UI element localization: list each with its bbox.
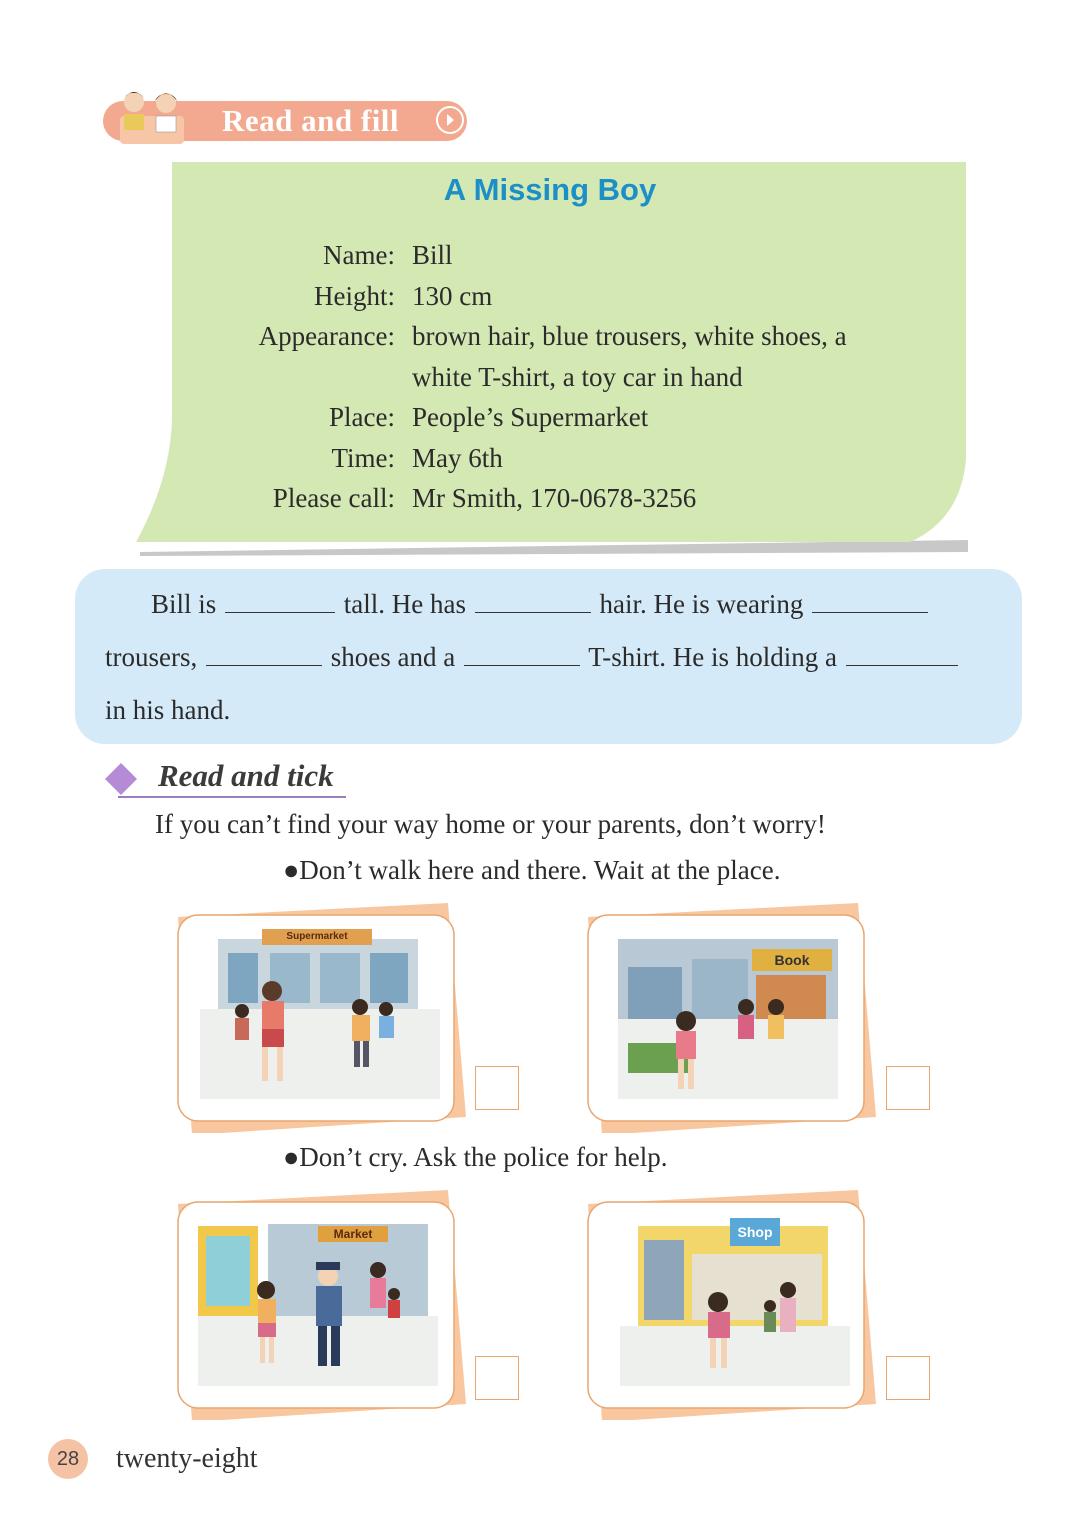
fill-text: trousers, — [105, 642, 198, 672]
blank-tshirt[interactable] — [464, 639, 580, 666]
tick-box-1[interactable] — [475, 1066, 519, 1110]
blank-object[interactable] — [846, 639, 958, 666]
notice-label: Time: — [331, 443, 395, 473]
picture-sign: Shop — [737, 1224, 773, 1240]
notice-row-appearance — [150, 316, 930, 356]
blank-hair[interactable] — [475, 586, 591, 613]
fill-text: Bill is — [151, 589, 217, 619]
tick-intro: If you can’t find your way home or your parents, don’t worry! — [155, 809, 826, 839]
chevron-right-icon — [436, 106, 464, 134]
notice-row-appearance-cont — [150, 357, 930, 397]
tick-bullet-1: ●Don’t walk here and there. Wait at the place. — [283, 855, 781, 885]
notice-value: Bill — [412, 240, 453, 270]
page-number: 28 — [48, 1439, 88, 1479]
notice-label: Name: — [323, 240, 395, 270]
tick-box-3[interactable] — [475, 1356, 519, 1400]
page-number-word: twenty-eight — [116, 1443, 258, 1474]
notice-row-place — [150, 397, 930, 437]
notice-value: Mr Smith, 170-0678-3256 — [412, 483, 697, 513]
notice-value: white T-shirt, a toy car in hand — [412, 362, 743, 392]
notice-label: Please call: — [272, 483, 395, 513]
notice-row-call — [150, 478, 930, 518]
tick-bullet-2: ●Don’t cry. Ask the police for help. — [283, 1142, 668, 1172]
picture-police-market — [170, 1190, 470, 1420]
tick-box-2[interactable] — [886, 1066, 930, 1110]
diamond-icon — [104, 762, 138, 796]
picture-sign: Market — [333, 1227, 373, 1241]
blank-trousers[interactable] — [812, 586, 928, 613]
notice-value: May 6th — [412, 443, 503, 473]
fill-text: shoes and a — [330, 642, 456, 672]
notice-value: 130 cm — [412, 281, 493, 311]
notice-row-time — [150, 438, 930, 478]
read-and-fill-title: Read and fill — [222, 103, 400, 138]
fill-line-2 — [105, 637, 960, 677]
notice-label: Place: — [329, 402, 395, 432]
fill-text: tall. He has — [343, 589, 466, 619]
picture-walking-supermarket — [170, 903, 470, 1133]
notice-row-height — [150, 276, 930, 316]
notice-value: People’s Supermarket — [412, 402, 649, 432]
notice-value: brown hair, blue trousers, white shoes, a — [412, 321, 847, 351]
notice-label: Height: — [314, 281, 395, 311]
picture-crying-shop — [580, 1190, 880, 1420]
tick-box-4[interactable] — [886, 1356, 930, 1400]
fill-text: T-shirt. He is holding a — [588, 642, 837, 672]
picture-sign: Book — [774, 952, 810, 968]
picture-sign: Supermarket — [286, 931, 348, 942]
read-and-tick-title: Read and tick — [158, 758, 334, 793]
fill-text: in his hand. — [105, 695, 231, 725]
notice-row-name — [150, 235, 930, 275]
fill-line-3 — [105, 690, 230, 730]
title-underline — [118, 796, 346, 798]
notice-label: Appearance: — [258, 321, 395, 351]
blank-shoes[interactable] — [206, 639, 322, 666]
notice-title: A Missing Boy — [443, 172, 657, 207]
reading-children-icon — [112, 86, 192, 146]
fill-line-1 — [151, 584, 930, 624]
fill-text: hair. He is wearing — [599, 589, 804, 619]
blank-height[interactable] — [225, 586, 335, 613]
picture-waiting-bookstore — [580, 903, 880, 1133]
